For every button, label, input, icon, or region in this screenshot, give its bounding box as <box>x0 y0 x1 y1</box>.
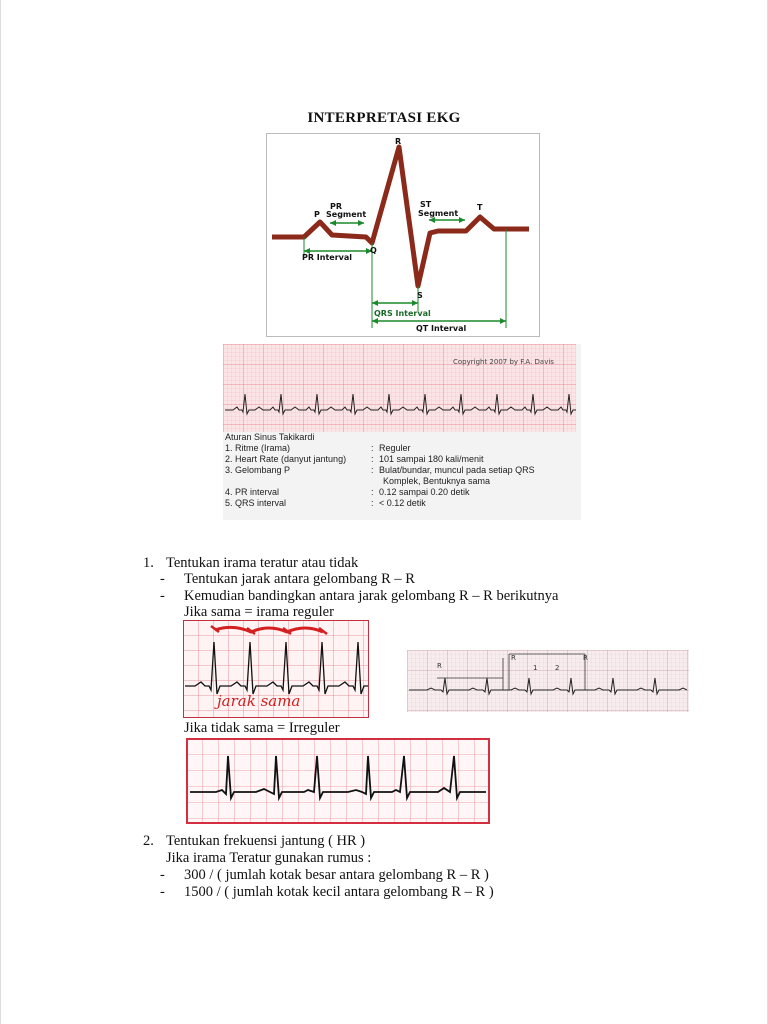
rule-sep: : <box>371 443 374 453</box>
ecg-strip-tachycardia <box>223 344 576 432</box>
rule-row <box>225 454 575 465</box>
handwritten-jarak-sama: jarak sama <box>217 692 301 710</box>
rule-row <box>225 498 575 509</box>
label-q: Q <box>370 246 377 255</box>
rule-value: Reguler <box>379 443 411 453</box>
label-r: R <box>395 137 402 146</box>
same-interval-label: Jika sama = irama reguler <box>184 604 334 620</box>
rule-row <box>225 476 575 487</box>
marker-r-mid: R <box>511 654 516 662</box>
rule-label: 4. PR interval <box>225 487 280 497</box>
ecg-waveform-diagram <box>266 133 540 337</box>
label-s: S <box>417 291 423 300</box>
label-qrs-interval: QRS Interval <box>374 309 431 318</box>
rule-row <box>225 465 575 476</box>
label-pr-segment-1: PR <box>330 202 343 211</box>
section1-number: 1. <box>143 555 154 571</box>
section2-bullet-2: 1500 / ( jumlah kotak kecil antara gelombang R – R ) <box>184 884 494 900</box>
section2-heading: Tentukan frekuensi jantung ( HR ) <box>166 833 366 849</box>
rules-block <box>225 432 575 509</box>
rr-marker-strip <box>407 650 689 712</box>
rule-sep <box>371 476 379 487</box>
rule-label: 1. Ritme (Irama) <box>225 443 291 453</box>
rule-row <box>225 487 575 498</box>
rule-sep: : <box>371 465 374 475</box>
section1-bullet-1: Tentukan jarak antara gelombang R – R <box>184 571 415 587</box>
irregular-rhythm-strip <box>186 738 490 824</box>
section1-heading: Tentukan irama teratur atau tidak <box>166 555 359 571</box>
rules-heading: Aturan Sinus Takikardi <box>225 432 315 442</box>
regular-rhythm-strip <box>183 620 369 718</box>
label-t: T <box>477 203 483 212</box>
label-st-segment-1: ST <box>420 200 432 209</box>
marker-1: 1 <box>533 664 538 672</box>
rule-sep: : <box>371 498 374 508</box>
bullet-dash: - <box>160 867 165 883</box>
marker-r-right: R <box>583 654 588 662</box>
page-edge-left <box>0 0 1 1024</box>
rule-label: 3. Gelombang P <box>225 465 291 475</box>
section2-subheading: Jika irama Teratur gunakan rumus : <box>166 850 372 866</box>
label-p: P <box>314 210 320 219</box>
section2-bullet-1: 300 / ( jumlah kotak besar antara gelombang R – R ) <box>184 867 489 883</box>
bullet-dash: - <box>160 884 165 900</box>
bullet-dash: - <box>160 588 165 604</box>
rule-label: 2. Heart Rate (danyut jantung) <box>225 454 347 464</box>
copyright-text: Copyright 2007 by F.A. Davis <box>453 358 554 366</box>
label-pr-segment-2: Segment <box>326 210 367 219</box>
rule-sep: : <box>371 487 374 497</box>
rule-value: < 0.12 detik <box>379 498 426 508</box>
rule-label <box>225 476 371 487</box>
label-st-segment-2: Segment <box>418 209 459 218</box>
rule-value: 0.12 sampai 0.20 detik <box>379 487 470 497</box>
rule-value: Komplek, Bentuknya sama <box>383 476 491 486</box>
section2-number: 2. <box>143 833 154 849</box>
rule-row <box>225 443 575 454</box>
rule-value: Bulat/bundar, muncul pada setiap QRS <box>379 465 535 475</box>
label-qt-interval: QT Interval <box>416 324 467 333</box>
different-interval-label: Jika tidak sama = Irreguler <box>184 720 340 736</box>
marker-2: 2 <box>555 664 560 672</box>
sinus-tachycardia-panel <box>223 344 581 520</box>
rule-sep: : <box>371 454 374 464</box>
label-pr-interval: PR Interval <box>302 253 353 262</box>
marker-r-left: R <box>437 662 442 670</box>
section1-bullet-2: Kemudian bandingkan antara jarak gelombang R – R berikutnya <box>184 588 559 604</box>
rule-label: 5. QRS interval <box>225 498 287 508</box>
bullet-dash: - <box>160 571 165 587</box>
document-title: INTERPRETASI EKG <box>307 110 461 126</box>
rule-value: 101 sampai 180 kali/menit <box>379 454 484 464</box>
